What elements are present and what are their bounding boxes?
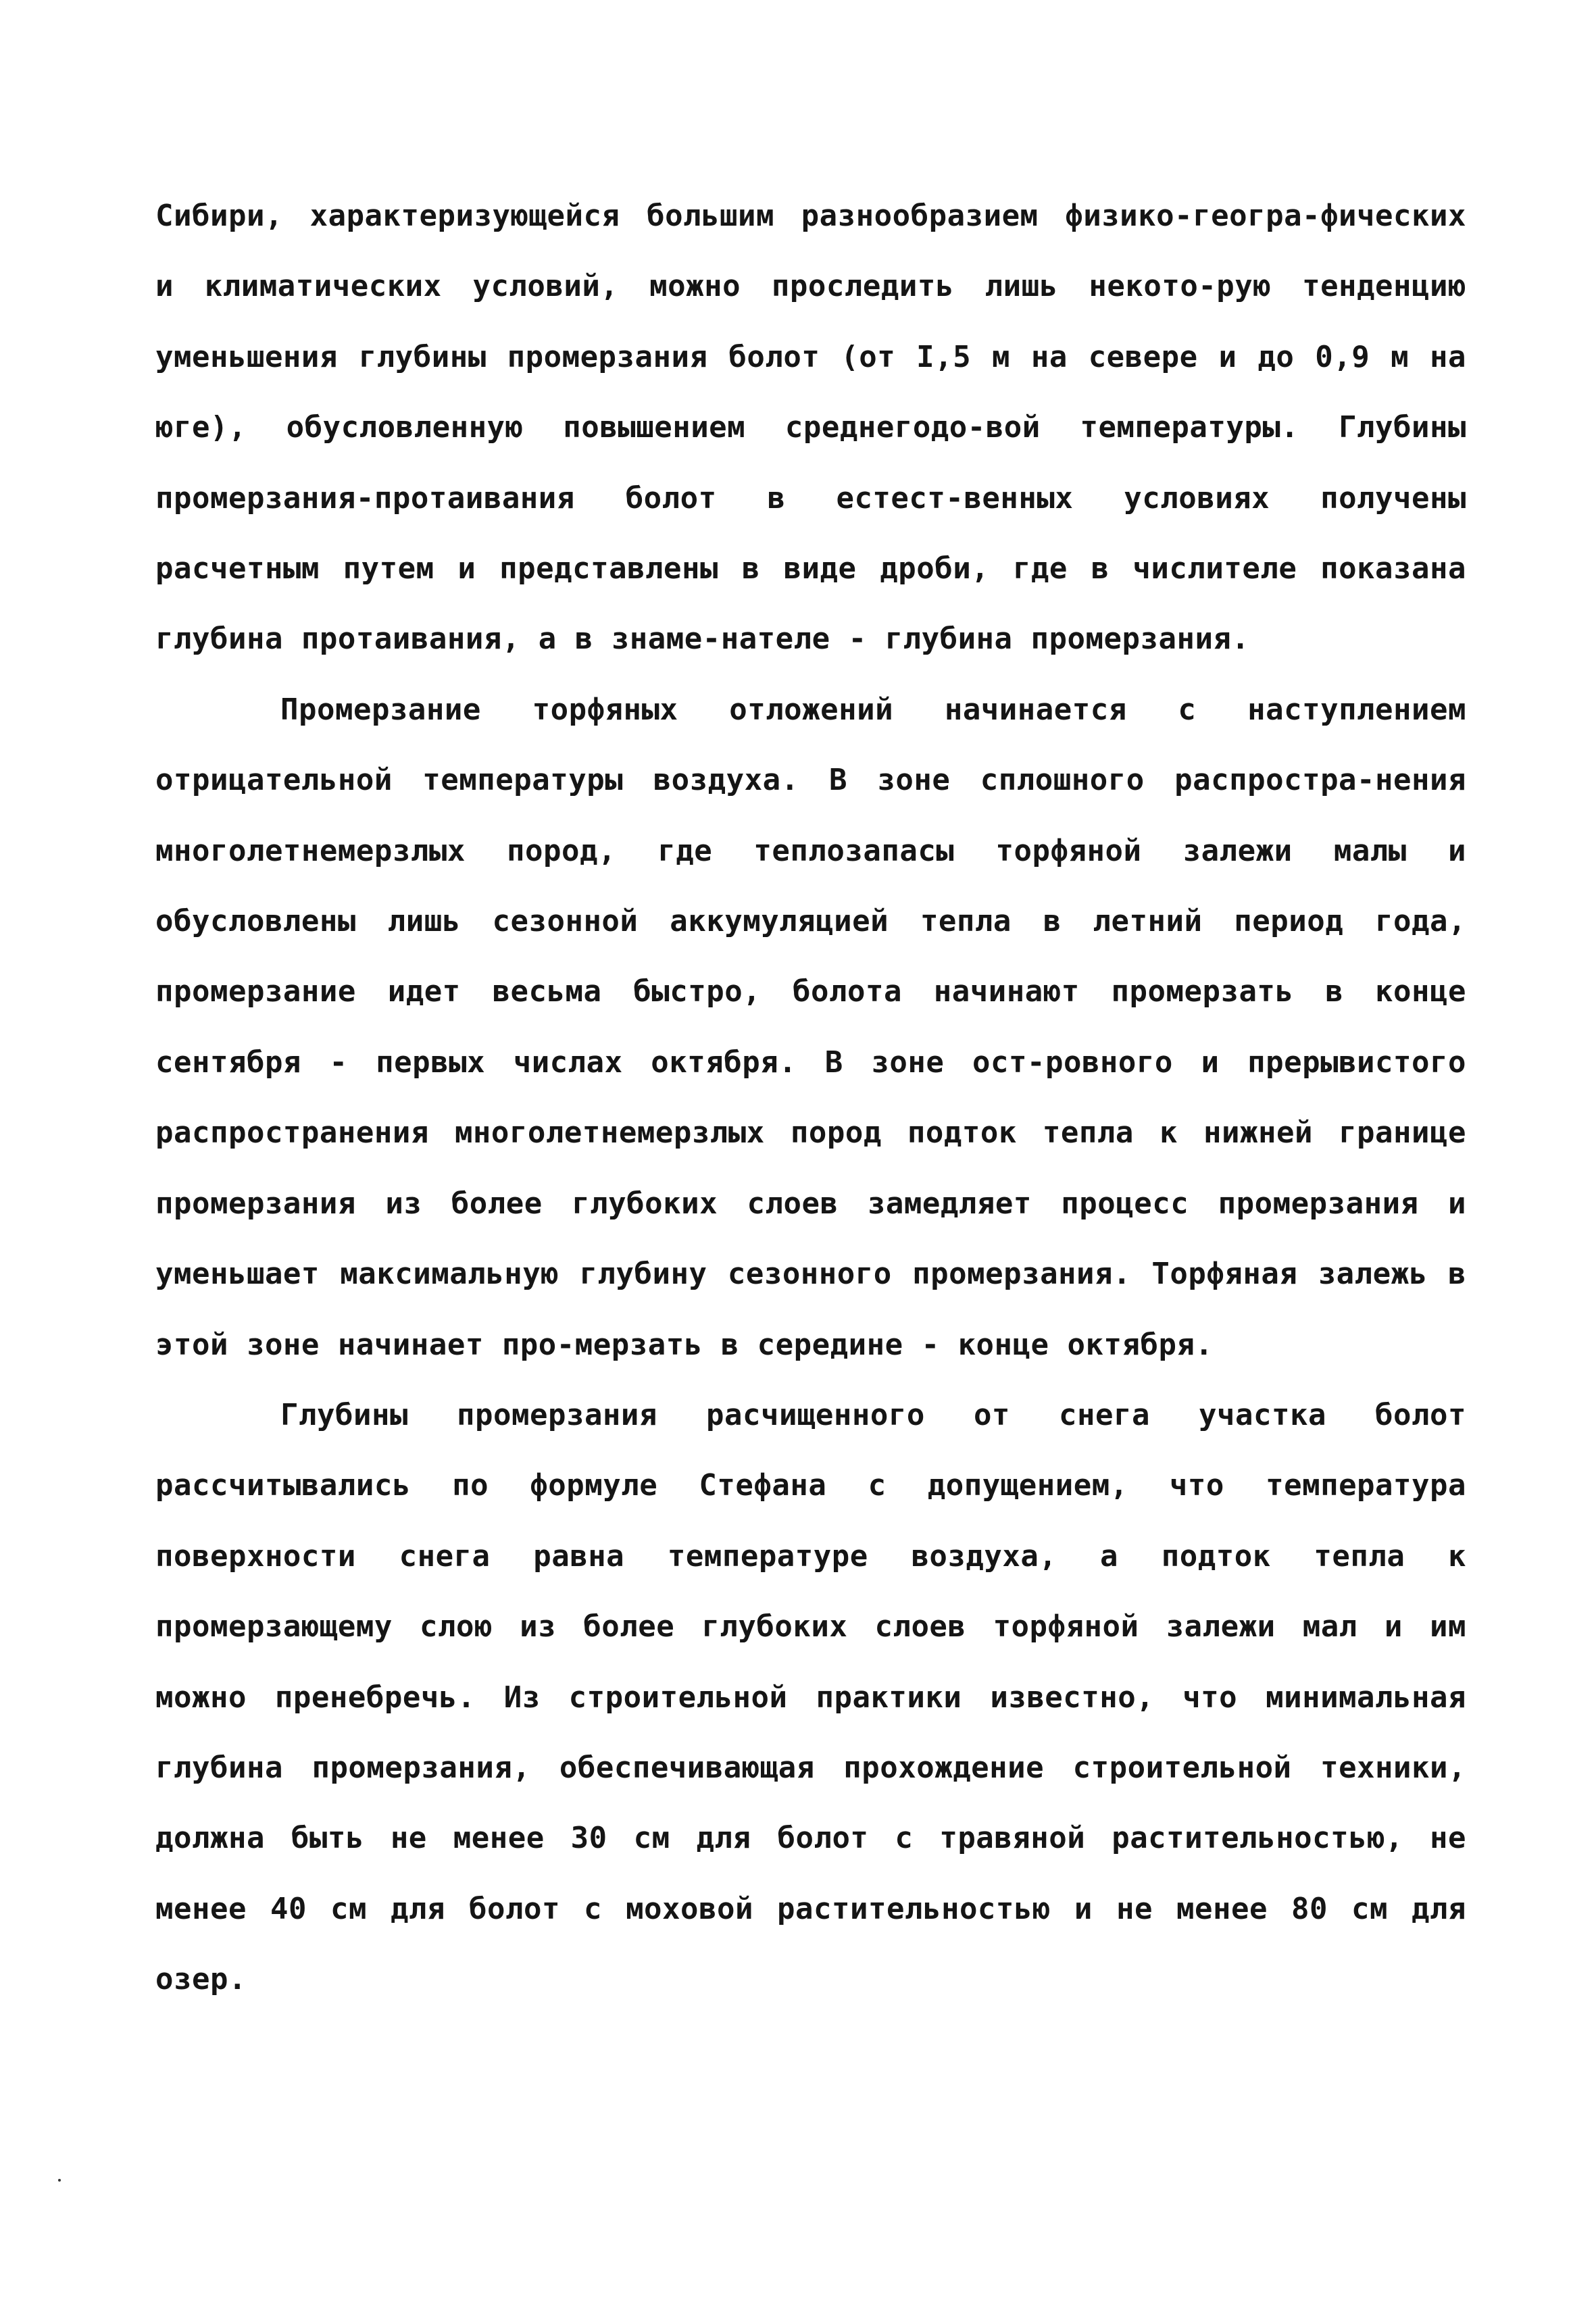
scan-speck [58,2179,61,2182]
paragraph-3: Глубины промерзания расчищенного от снега участка болот рассчитывались по формуле Стефана с допущением, что температура поверхности снега равна температуре воздуха, а подток тепла к промерзающему слою из более глубоких слоев торфяной залежи мал и им можно пренебречь. Из строительной практики известно, что минимальная глубина промерзания, обеспечивающая прохождение строительной техники, должна быть не менее 30 см для болот с травяной растительностью, не менее 40 см для болот с моховой растительностью и не менее 80 см для озер. [155,1397,1466,1997]
paragraph-2: Промерзание торфяных отложений начинается с наступлением отрицательной температуры воздуха. В зоне сплошного распростра-нения многолетнемерзлых пород, где теплозапасы торфяной залежи малы и обусловлены лишь сезонной аккумуляцией тепла в летний период года, промерзание идет весьма быстро, болота начинают промерзать в конце сентября - первых числах октября. В зоне ост-ровного и прерывистого распространения многолетнемерзлых пород подток тепла к нижней границе промерзания из более глубоких слоев замедляет процесс промерзания и уменьшает максимальную глубину сезонного промерзания. Торфяная залежь в этой зоне начинает про-мерзать в середине - конце октября. [155,692,1466,1362]
document-body [155,181,1466,2015]
paragraph-1: Сибири, характеризующейся большим разнообразием физико-геогра-фических и климатических условий, можно проследить лишь некото-рую тенденцию уменьшения глубины промерзания болот (от I,5 м на севере и до 0,9 м на юге), обусловленную повышением среднегодо-вой температуры. Глубины промерзания-протаивания болот в естест-венных условиях получены расчетным путем и представлены в виде дроби, где в числителе показана глубина протаивания, а в знаме-нателе - глубина промерзания. [155,199,1466,657]
